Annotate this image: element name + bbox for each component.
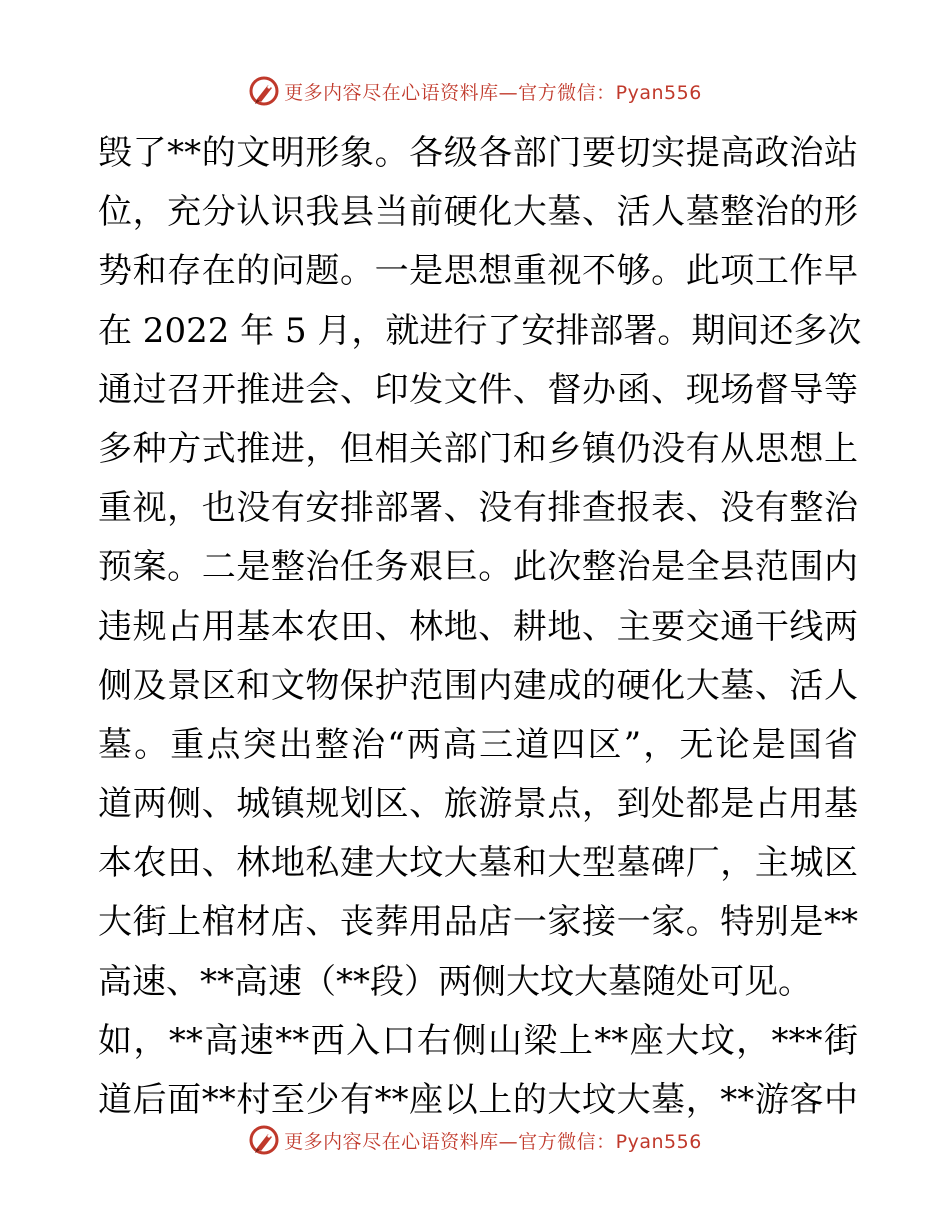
- banner-text: 更多内容尽在心语资料库—官方微信：Pyan556: [284, 81, 702, 104]
- text-line: 墓。重点突出整治“两高三道四区”，无论是国省: [98, 724, 858, 765]
- text-line: 大街上棺材店、丧葬用品店一家接一家。特别是**: [98, 902, 858, 943]
- banner-text: 更多内容尽在心语资料库—官方微信：Pyan556: [284, 1130, 702, 1153]
- text-line: 在 2022 年 5 月，就进行了安排部署。期间还多次: [98, 310, 862, 351]
- text-line: 多种方式推进，但相关部门和乡镇仍没有从思想上: [98, 428, 858, 469]
- text-line: 毁了**的文明形象。各级各部门要切实提高政治站: [98, 133, 858, 173]
- text-line: 位，充分认识我县当前硬化大墓、活人墓整治的形: [98, 192, 858, 233]
- text-line: 侧及景区和文物保护范围内建成的硬化大墓、活人: [98, 665, 858, 706]
- text-line: 道后面**村至少有**座以上的大坟大墓，**游客中: [98, 1080, 858, 1120]
- text-line: 重视，也没有安排部署、没有排查报表、没有整治: [98, 488, 858, 529]
- document-body: [98, 124, 862, 1130]
- text-line: 违规占用基本农田、林地、耕地、主要交通干线两: [98, 606, 858, 647]
- header-banner: [0, 71, 950, 111]
- text-line: 高速、**高速（**段）两侧大坟大墓随处可见。: [98, 961, 812, 1002]
- footer-banner: [0, 1120, 950, 1160]
- text-line: 本农田、林地私建大坟大墓和大型墓碑厂，主城区: [98, 843, 858, 884]
- text-line: 预案。二是整治任务艰巨。此次整治是全县范围内: [98, 547, 858, 588]
- text-line: 通过召开推进会、印发文件、督办函、现场督导等: [98, 369, 858, 410]
- text-line: 道两侧、城镇规划区、旅游景点，到处都是占用基: [98, 784, 858, 825]
- pen-nib-logo-icon: [248, 75, 280, 107]
- text-line: 如，**高速**西入口右侧山梁上**座大坟，***街: [98, 1020, 858, 1061]
- pen-nib-logo-icon: [248, 1124, 280, 1156]
- text-line: 势和存在的问题。一是思想重视不够。此项工作早: [98, 251, 858, 292]
